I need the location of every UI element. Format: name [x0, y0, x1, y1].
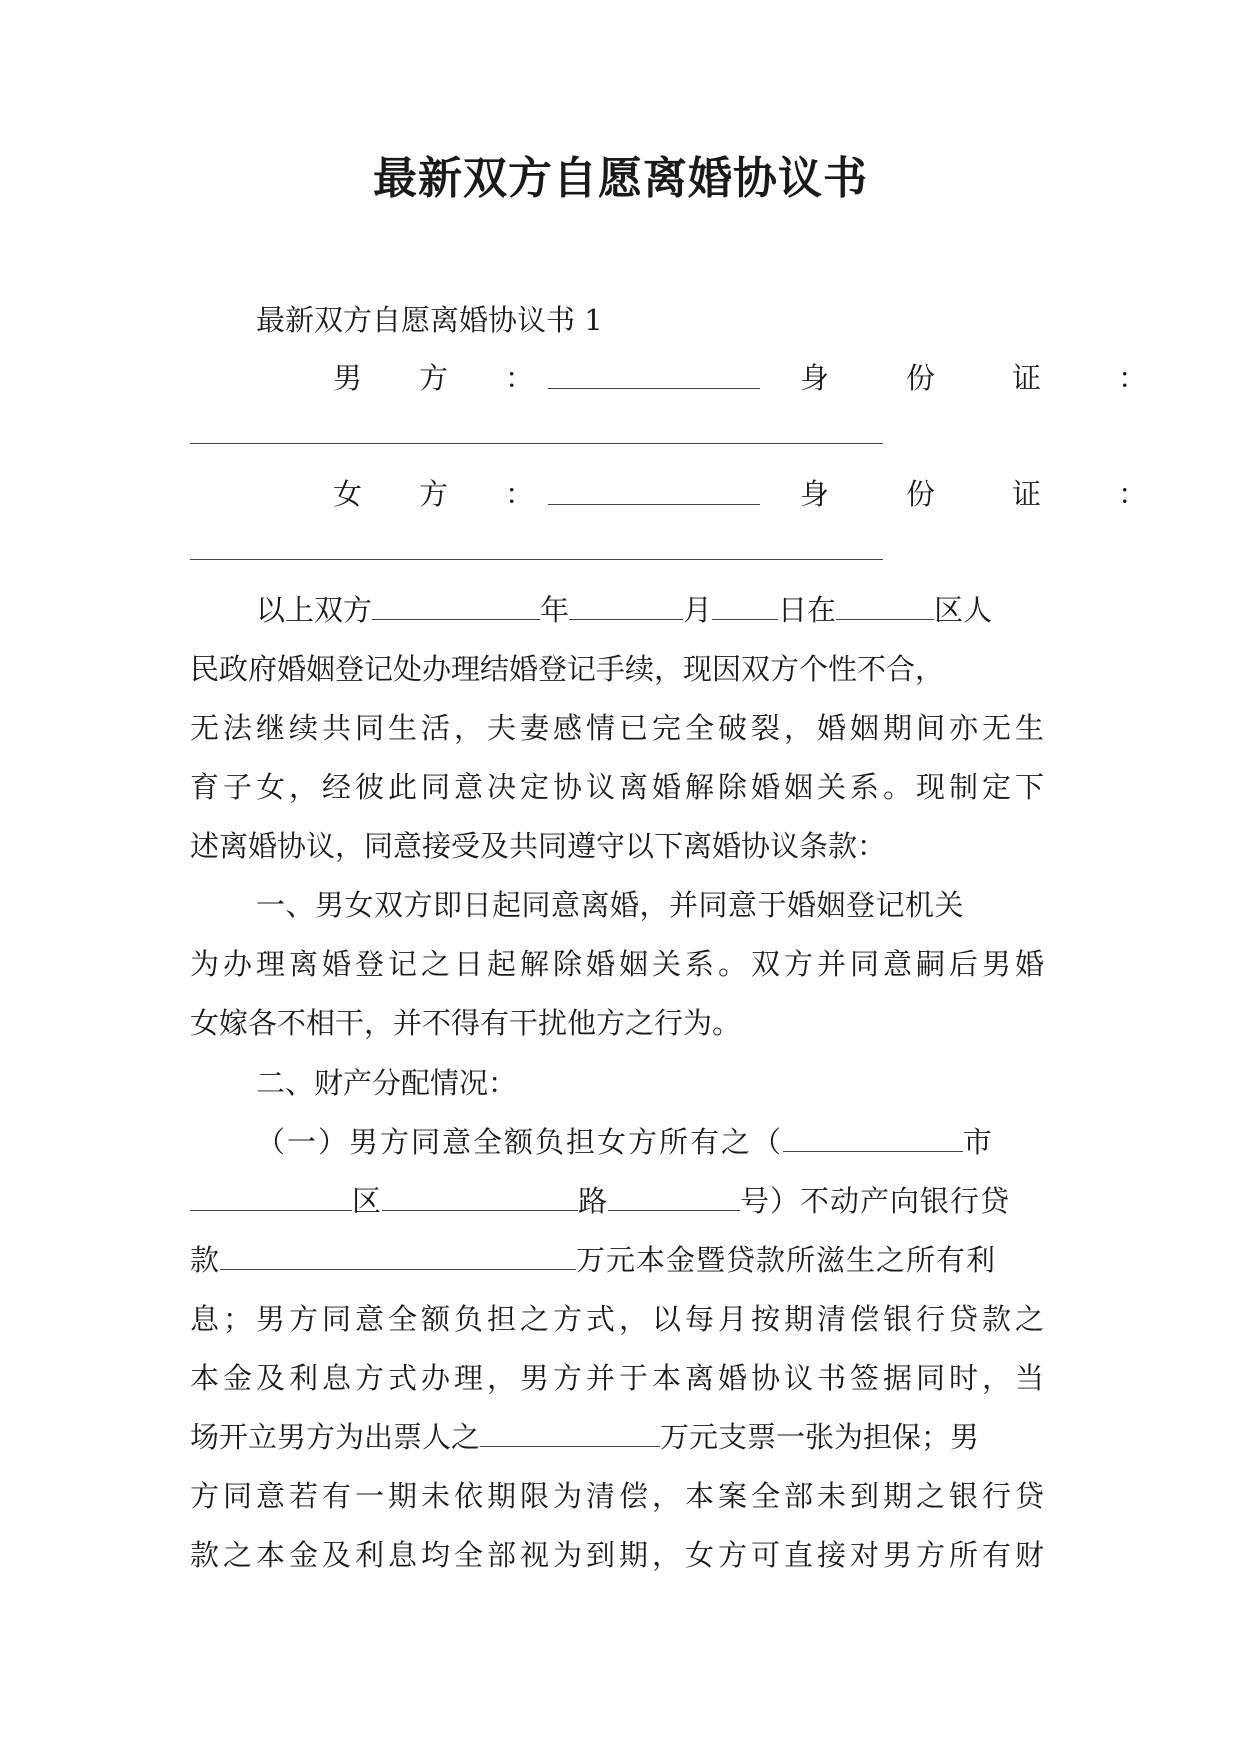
road-blank: [382, 1188, 578, 1211]
paragraph-line: 民政府婚姻登记处办理结婚登记手续，现因双方个性不合，: [190, 652, 945, 686]
document-title: 最新双方自愿离婚协议书: [373, 153, 868, 204]
paragraph-line: 女嫁各不相干，并不得有干扰他方之行为。: [190, 1006, 742, 1040]
clause-two-heading: 二、财产分配情况：: [256, 1066, 518, 1100]
clause-property-line: 款 万元本金暨贷款所滋生之所有利: [190, 1243, 997, 1277]
clause-property-line: （一）男方同意全额负担女方所有之（ 市: [256, 1125, 995, 1159]
clause-property-line: 区 路 号）不动产向银行贷: [190, 1179, 1010, 1220]
day-blank: [712, 597, 778, 620]
paragraph-line: 款之本金及利息均全部视为到期，女方可直接对男方所有财: [190, 1538, 1044, 1572]
female-name-blank: [548, 504, 760, 505]
female-id-label: 身 份 证 ：: [800, 477, 1172, 511]
clause-one: 一、男女双方即日起同意离婚，并同意于婚姻登记机关: [256, 888, 965, 922]
male-label: 男 方 ：: [333, 361, 549, 395]
district-blank: [190, 1188, 352, 1211]
clause-property-line: 场开立男方为出票人之 万元支票一张为担保；男: [190, 1420, 980, 1454]
paragraph-marriage-info: 以上双方 年 月 日在 区人: [256, 593, 993, 627]
male-name-blank: [548, 388, 760, 389]
female-label: 女 方 ：: [333, 477, 549, 511]
year-blank: [372, 597, 540, 620]
paragraph-line: 本金及利息方式办理，男方并于本离婚协议书签据同时，当: [190, 1361, 1044, 1395]
paragraph-line: 述离婚协议，同意接受及共同遵守以下离婚协议条款：: [190, 829, 887, 863]
paragraph-line: 育子女，经彼此同意决定协议离婚解除婚姻关系。现制定下: [190, 770, 1044, 804]
paragraph-line: 为办理离婚登记之日起解除婚姻关系。双方并同意嗣后男婚: [190, 947, 1044, 981]
male-id-label: 身 份 证 ：: [800, 361, 1172, 395]
city-blank: [783, 1129, 963, 1152]
document-subtitle: 最新双方自愿离婚协议书 1: [256, 303, 603, 337]
paragraph-line: 无法继续共同生活，夫妻感情已完全破裂，婚姻期间亦无生: [190, 711, 1044, 745]
check-amount-blank: [480, 1424, 660, 1447]
district-blank: [836, 597, 934, 620]
male-id-blank: [190, 443, 883, 444]
loan-amount-blank: [220, 1247, 576, 1270]
month-blank: [569, 597, 683, 620]
number-blank: [608, 1188, 740, 1211]
female-id-blank: [190, 559, 883, 560]
paragraph-line: 方同意若有一期未依期限为清偿，本案全部未到期之银行贷: [190, 1479, 1044, 1513]
paragraph-line: 息；男方同意全额负担之方式，以每月按期清偿银行贷款之: [190, 1302, 1044, 1336]
